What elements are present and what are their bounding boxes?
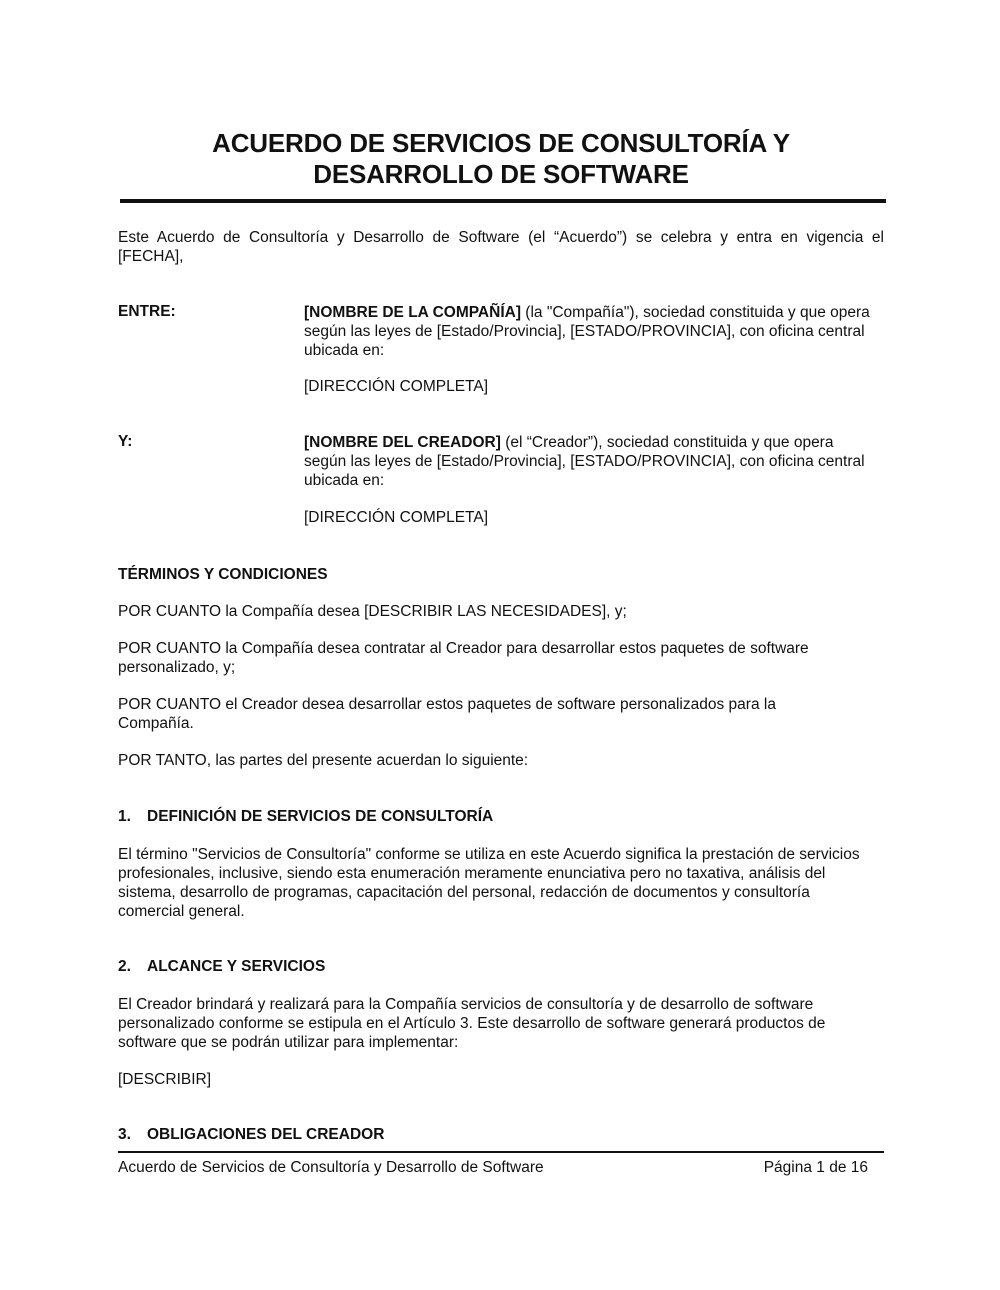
section-1-heading: [118, 808, 493, 826]
company-name-placeholder: [NOMBRE DE LA COMPAÑÍA]: [304, 304, 521, 321]
section-1-number: 1.: [118, 808, 131, 825]
recital-1: POR CUANTO la Compañía desea [DESCRIBIR LAS NECESIDADES], y;: [118, 603, 627, 620]
recital-3: POR CUANTO el Creador desea desarrollar estos paquetes de software personalizados para la Compañía.: [118, 696, 776, 732]
party-label-y: Y:: [118, 433, 133, 450]
section-2-title: ALCANCE Y SERVICIOS: [147, 958, 326, 975]
section-3-title: OBLIGACIONES DEL CREADOR: [147, 1126, 385, 1143]
title-divider: [120, 199, 886, 203]
section-3-number: 3.: [118, 1126, 131, 1143]
party-creator: [304, 433, 874, 490]
section-2-number: 2.: [118, 958, 131, 975]
company-description: (la "Compañía"), sociedad constituida y que opera según las leyes de [Estado/Provincia], [ESTADO/PROVINCIA], con oficina central ubicada en:: [304, 304, 870, 359]
party-company: [304, 303, 874, 360]
section-1-body: El término "Servicios de Consultoría" conforme se utiliza en este Acuerdo significa la prestación de servicios profesionales, inclusive, siendo esta enumeración meramente enunciativa pero no taxativa, análisis del sistema, desarrollo de programas, capacitación del personal, redacción de documentos y consultoría comercial general.: [118, 846, 860, 920]
recital-conclusion: POR TANTO, las partes del presente acuerdan lo siguiente:: [118, 752, 529, 769]
intro-line-1: Este Acuerdo de Consultoría y Desarrollo de Software (el “Acuerdo”) se celebra y entra en vigencia el: [118, 229, 884, 246]
footer-page-number: Página 1 de 16: [763, 1159, 868, 1176]
title-line-1: ACUERDO DE SERVICIOS DE CONSULTORÍA Y: [212, 128, 790, 158]
company-address: [DIRECCIÓN COMPLETA]: [304, 378, 489, 395]
section-3-heading: [118, 1126, 384, 1144]
footer-document-title: Acuerdo de Servicios de Consultoría y Desarrollo de Software: [118, 1159, 544, 1176]
creator-name-placeholder: [NOMBRE DEL CREADOR]: [304, 434, 501, 451]
terms-heading: TÉRMINOS Y CONDICIONES: [118, 566, 328, 583]
intro-paragraph: [118, 228, 884, 266]
footer-divider: [118, 1151, 884, 1153]
creator-address: [DIRECCIÓN COMPLETA]: [304, 509, 489, 526]
creator-description: (el “Creador”), sociedad constituida y que opera según las leyes de [Estado/Provincia], [ESTADO/PROVINCIA], con oficina central ubicada en:: [304, 434, 865, 489]
title-line-2: DESARROLLO DE SOFTWARE: [313, 159, 689, 189]
party-label-entre: ENTRE:: [118, 303, 176, 320]
section-2-describe-placeholder: [DESCRIBIR]: [118, 1071, 212, 1088]
section-2-heading: [118, 958, 325, 976]
section-1-title: DEFINICIÓN DE SERVICIOS DE CONSULTORÍA: [147, 808, 494, 825]
recital-2: POR CUANTO la Compañía desea contratar al Creador para desarrollar estos paquetes de software personalizado, y;: [118, 640, 809, 676]
intro-line-2: [FECHA],: [118, 248, 184, 265]
section-2-body: El Creador brindará y realizará para la Compañía servicios de consultoría y de desarrollo de software personalizado conforme se estipula en el Artículo 3. Este desarrollo de software generará productos de software que se podrán utilizar para implementar:: [118, 996, 826, 1051]
document-title: [118, 128, 884, 190]
